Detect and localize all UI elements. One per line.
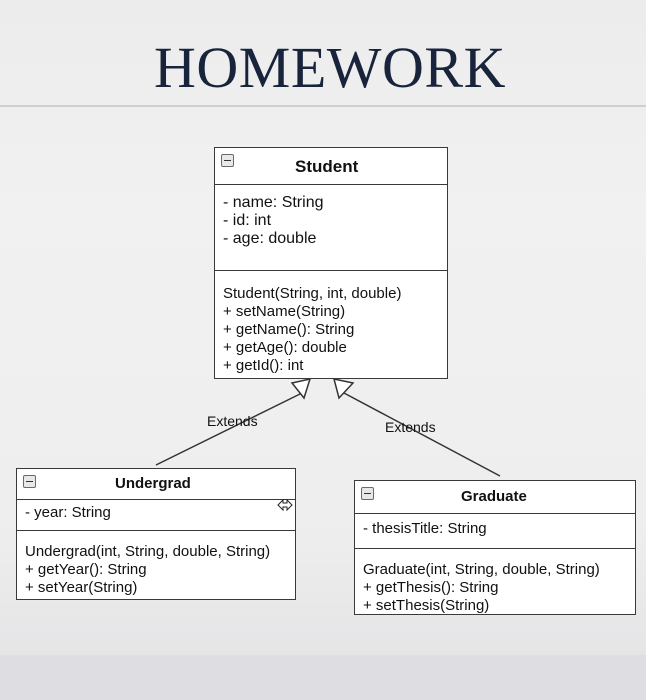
undergrad-to-student-line [156, 393, 302, 465]
attribute: - name: String [223, 194, 324, 211]
operations-section [215, 271, 447, 379]
graduate-inheritance-arrowhead [334, 379, 353, 398]
resize-cursor-icon [276, 497, 294, 513]
operation: Graduate(int, String, double, String) [363, 561, 600, 578]
operation: + getName(): String [223, 321, 355, 338]
operations-section [17, 531, 295, 601]
class-undergrad[interactable] [16, 468, 296, 600]
operation: Undergrad(int, String, double, String) [25, 543, 271, 560]
class-name: Student [295, 157, 359, 176]
class-name: Graduate [461, 488, 527, 505]
operation: + getThesis(): String [363, 579, 499, 596]
operation: + getAge(): double [223, 339, 347, 356]
class-header[interactable] [355, 481, 635, 514]
attributes-section [17, 500, 295, 531]
collapse-icon[interactable] [361, 487, 374, 500]
collapse-icon[interactable] [23, 475, 36, 488]
attribute: - age: double [223, 230, 317, 247]
page-title: HOMEWORK [154, 35, 506, 100]
operation: + getId(): int [223, 357, 304, 374]
class-name: Undergrad [115, 475, 191, 492]
extends-label-graduate: Extends [385, 419, 436, 435]
operation: + setYear(String) [25, 579, 138, 596]
class-header[interactable] [17, 469, 295, 500]
class-graduate[interactable] [354, 480, 636, 615]
class-header[interactable] [215, 148, 447, 185]
undergrad-inheritance-arrowhead [292, 379, 310, 398]
extends-label-undergrad: Extends [207, 413, 258, 429]
attributes-section [355, 514, 635, 549]
collapse-icon[interactable] [221, 154, 234, 167]
attribute: - id: int [223, 212, 272, 229]
class-student[interactable] [214, 147, 448, 379]
operation: + getYear(): String [25, 561, 147, 578]
operation: Student(String, int, double) [223, 285, 402, 302]
attribute: - year: String [25, 504, 111, 521]
operation: + setThesis(String) [363, 597, 490, 614]
attributes-section [215, 185, 447, 271]
operations-section [355, 549, 635, 619]
operation: + setName(String) [223, 303, 346, 320]
attribute: - thesisTitle: String [363, 520, 487, 537]
